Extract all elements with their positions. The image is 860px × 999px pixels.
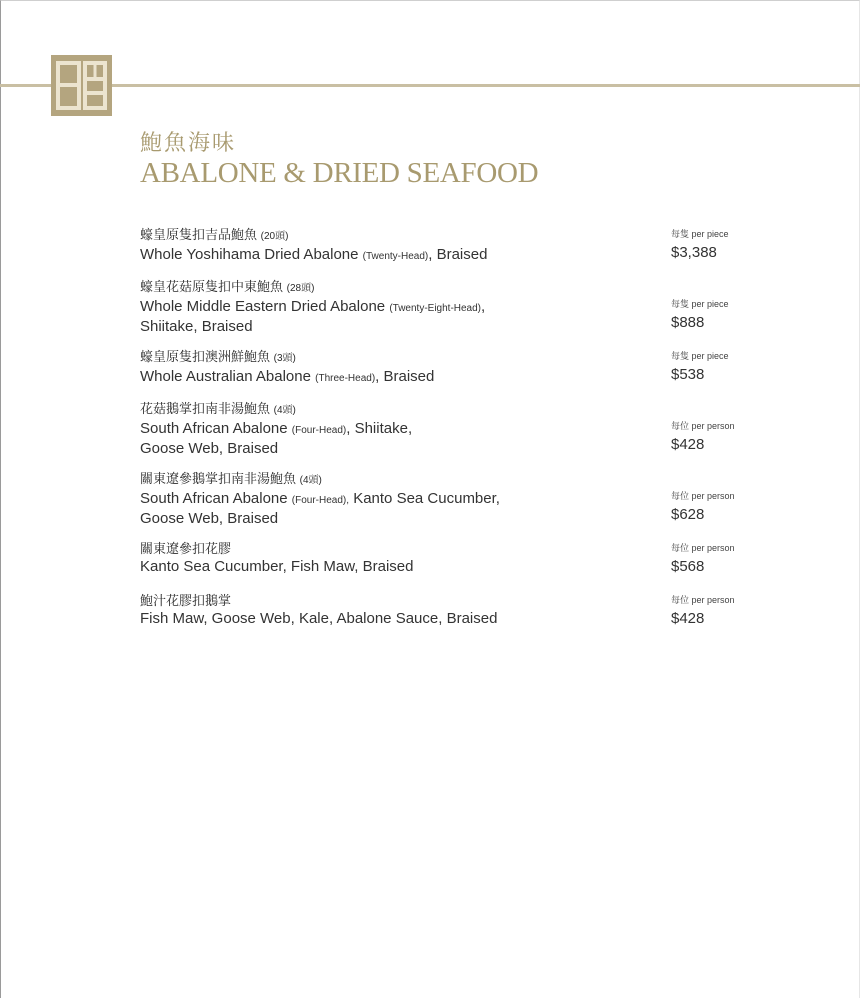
price-unit: 每位 per person [671,421,735,431]
price: $888 [671,314,705,331]
item-name-zh: 關東遼參扣花膠 [140,541,232,556]
menu-item [140,226,760,262]
price-block [671,594,761,628]
price-block [671,490,761,524]
item-name-zh: 蠔皇原隻扣澳洲鮮鮑魚 (3頭) [140,349,296,364]
price-unit: 每隻 per piece [671,299,729,309]
item-name-en: Kanto Sea Cucumber, Fish Maw, Braised [140,558,414,575]
price: $538 [671,366,705,383]
item-name-en: Whole Australian Abalone (Three-Head), Braised [140,368,435,385]
price-block [671,350,761,384]
item-name-zh: 花菇鵝掌扣南非湯鮑魚 (4頭) [140,401,296,416]
price-block [671,542,761,576]
item-name-zh: 蠔皇花菇原隻扣中東鮑魚 (28頭) [140,279,315,294]
item-name-en-line2: Shiitake, Braised [140,318,253,335]
menu-item [140,470,760,527]
item-name-zh: 鮑汁花膠扣鵝掌 [140,593,232,608]
menu-item [140,400,760,457]
item-name-zh: 關東遼參鵝掌扣南非湯鮑魚 (4頭) [140,471,322,486]
price-unit: 每位 per person [671,543,735,553]
menu-item [140,278,760,335]
section-title-en: ABALONE & DRIED SEAFOOD [140,157,539,189]
price: $568 [671,558,705,575]
item-name-en: South African Abalone (Four-Head), Shiitake, [140,420,413,437]
item-name-en-line2: Goose Web, Braised [140,440,279,457]
price: $628 [671,506,705,523]
price-block [671,228,761,262]
restaurant-emblem-icon [51,55,112,116]
item-name-en-line2: Goose Web, Braised [140,510,279,527]
menu-item [140,540,760,576]
section-title-zh: 鮑魚海味 [140,131,237,156]
item-name-en: Whole Middle Eastern Dried Abalone (Twenty-Eight-Head), [140,298,486,315]
price: $428 [671,610,705,627]
item-name-en: Fish Maw, Goose Web, Kale, Abalone Sauce, Braised [140,610,498,627]
price-unit: 每隻 per piece [671,351,729,361]
item-name-en: Whole Yoshihama Dried Abalone (Twenty-Head), Braised [140,246,488,263]
menu-item [140,592,760,628]
price-unit: 每隻 per piece [671,229,729,239]
price: $3,388 [671,244,717,261]
price-unit: 每位 per person [671,491,735,501]
price: $428 [671,436,705,453]
item-name-en: South African Abalone (Four-Head), Kanto Sea Cucumber, [140,490,500,507]
menu-item [140,348,760,384]
price-block [671,298,761,332]
menu-item-list [140,226,760,644]
item-name-zh: 蠔皇原隻扣吉品鮑魚 (20頭) [140,227,289,242]
price-unit: 每位 per person [671,595,735,605]
price-block [671,420,761,454]
header-rule [0,84,860,87]
